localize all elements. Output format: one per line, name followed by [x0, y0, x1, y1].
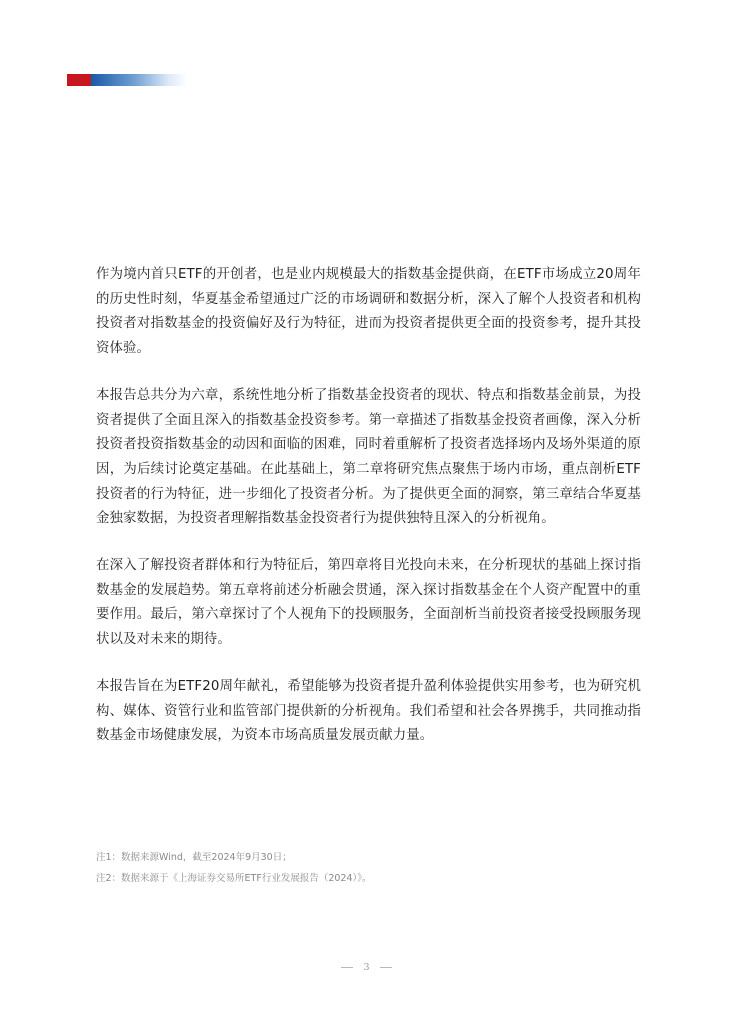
page-number: 3	[363, 962, 370, 973]
brand-bar-red-segment	[67, 74, 91, 86]
brand-bar-blue-gradient	[91, 74, 187, 86]
source-note-2: 注2：数据来源于《上海证券交易所ETF行业发展报告（2024）》。	[96, 873, 372, 884]
intro-paragraph-4: 本报告旨在为ETF20周年献礼，希望能够为投资者提升盈利体验提供实用参考，也为研究机构、媒体、资管行业和监管部门提供新的分析视角。我们希望和社会各界携手，共同推动指数基金市场健康发展，为资本市场高质量发展贡献力量。	[96, 678, 641, 744]
intro-paragraph-1: 作为境内首只ETF的开创者，也是业内规模最大的指数基金提供商，在ETF市场成立20周年的历史性时刻，华夏基金希望通过广泛的市场调研和数据分析，深入了解个人投资者和机构投资者对指数基金的投资偏好及行为特征，进而为投资者提供更全面的投资参考，提升其投资体验。	[96, 267, 641, 357]
intro-paragraph-3: 在深入了解投资者群体和行为特征后，第四章将目光投向未来，在分析现状的基础上探讨指数基金的发展趋势。第五章将前述分析融会贯通，深入探讨指数基金在个人资产配置中的重要作用。最后，第六章探讨了个人视角下的投顾服务，全面剖析当前投资者接受投顾服务现状以及对未来的期待。	[96, 558, 641, 648]
brand-color-bar	[67, 74, 187, 86]
source-note-1: 注1：数据来源Wind，截至2024年9月30日；	[96, 852, 292, 863]
intro-paragraph-2: 本报告总共分为六章，系统性地分析了指数基金投资者的现状、特点和指数基金前景，为投资者提供了全面且深入的指数基金投资参考。第一章描述了指数基金投资者画像，深入分析投资者投资指数基金的动因和面临的困难，同时着重解析了投资者选择场内及场外渠道的原因，为后续讨论奠定基础。在此基础上，第二章将研究焦点聚焦于场内市场，重点剖析ETF投资者的行为特征，进一步细化了投资者分析。为了提供更全面的洞察，第三章结合华夏基金独家数据，为投资者理解指数基金投资者行为提供独特且深入的分析视角。	[96, 387, 641, 527]
source-notes	[96, 847, 656, 889]
footer-dash-left	[341, 967, 353, 968]
report-introduction	[96, 263, 641, 771]
footer-dash-right	[380, 967, 392, 968]
page-footer	[0, 962, 733, 973]
